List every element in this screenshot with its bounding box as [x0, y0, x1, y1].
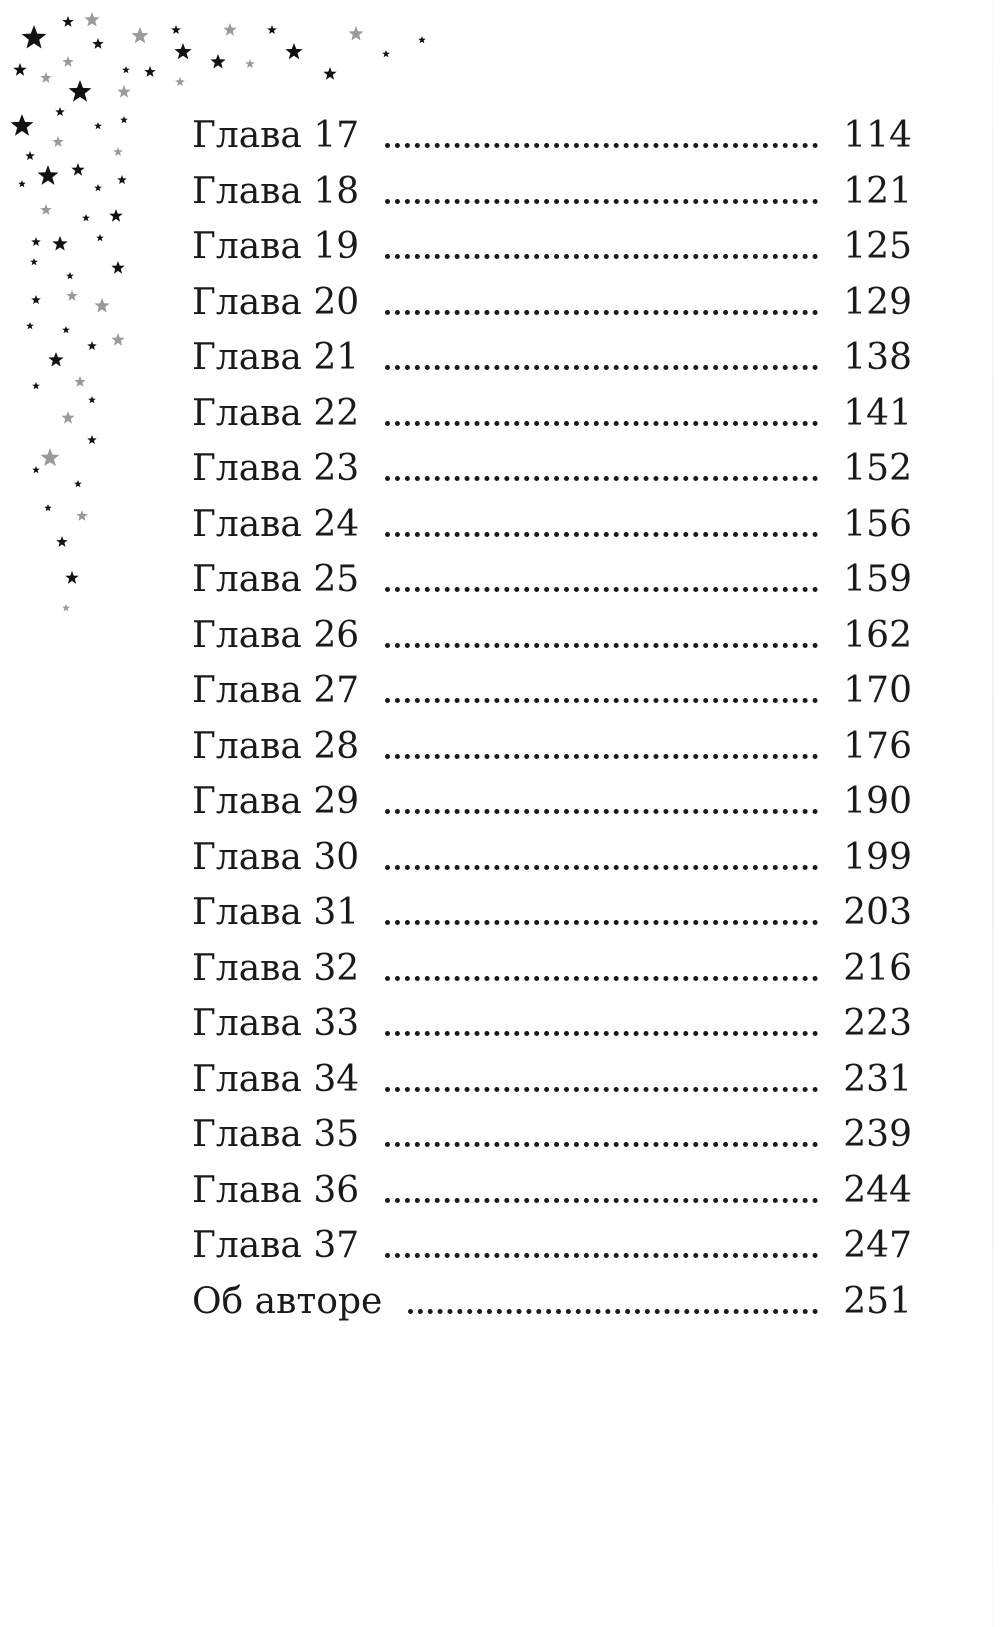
toc-entry-page: 190 — [843, 781, 912, 822]
toc-entry-title: Глава 31 — [192, 892, 360, 933]
toc-entry-title: Глава 20 — [192, 281, 360, 323]
star-icon — [84, 12, 99, 27]
dot-leader — [385, 587, 818, 592]
toc-entry-page: 223 — [843, 1003, 912, 1044]
star-icon — [111, 333, 124, 346]
star-icon — [26, 322, 34, 329]
toc-entry-page: 247 — [843, 1225, 912, 1266]
toc-entry-page: 216 — [843, 947, 912, 989]
toc-entry — [192, 1218, 912, 1274]
star-icon — [94, 298, 109, 313]
star-icon — [131, 27, 148, 43]
star-icon — [69, 80, 92, 102]
toc-entry-page: 141 — [843, 392, 912, 434]
toc-entry-page: 203 — [843, 892, 912, 933]
toc-entry-page: 244 — [843, 1169, 912, 1211]
star-icon — [418, 36, 426, 43]
star-icon — [144, 66, 155, 77]
toc-entry — [192, 1274, 912, 1330]
toc-entry-page: 239 — [843, 1114, 912, 1155]
toc-entry-title: Глава 29 — [192, 781, 360, 822]
star-icon — [174, 43, 191, 59]
star-icon — [122, 66, 130, 73]
toc-entry-page: 231 — [843, 1058, 912, 1100]
star-icon — [30, 258, 38, 265]
star-icon — [245, 59, 255, 68]
toc-entry-title: Глава 27 — [192, 670, 360, 711]
star-icon — [210, 54, 225, 69]
star-icon — [113, 147, 123, 156]
star-icon — [41, 448, 60, 466]
toc-entry-title: Глава 23 — [192, 448, 360, 489]
table-of-contents — [192, 108, 912, 1329]
toc-entry-page: 162 — [843, 614, 912, 656]
star-icon — [22, 25, 47, 49]
star-icon — [348, 26, 363, 41]
dot-leader — [385, 976, 818, 981]
star-icon — [87, 341, 97, 350]
star-icon — [48, 352, 63, 367]
toc-entry — [192, 608, 912, 664]
toc-entry-title: Глава 24 — [192, 503, 360, 545]
star-icon — [13, 63, 26, 76]
scan-edge — [992, 0, 994, 1627]
star-icon — [96, 234, 104, 241]
dot-leader — [385, 1198, 818, 1203]
star-icon — [223, 23, 236, 36]
toc-entry-page: 159 — [843, 559, 912, 600]
dot-leader — [385, 310, 818, 315]
toc-entry-title: Глава 28 — [192, 725, 360, 767]
dot-leader — [385, 476, 818, 481]
star-icon — [82, 214, 90, 221]
toc-entry — [192, 1052, 912, 1108]
star-icon — [111, 261, 124, 274]
star-icon — [52, 236, 67, 251]
star-icon — [74, 480, 82, 487]
star-icon — [18, 180, 26, 187]
toc-entry-page: 114 — [843, 115, 912, 156]
toc-entry-title: Глава 32 — [192, 947, 360, 989]
toc-entry-title: Глава 22 — [192, 392, 360, 434]
star-icon — [31, 237, 41, 246]
star-icon — [25, 151, 35, 160]
star-icon — [267, 25, 277, 34]
toc-entry — [192, 663, 912, 719]
toc-entry-title: Глава 25 — [192, 559, 360, 600]
star-icon — [66, 290, 77, 301]
toc-entry-title: Глава 34 — [192, 1058, 360, 1100]
toc-entry-page: 199 — [843, 836, 912, 878]
toc-entry-page: 129 — [843, 281, 912, 323]
dot-leader — [385, 643, 818, 648]
star-icon — [61, 411, 74, 424]
toc-entry-page: 170 — [843, 670, 912, 711]
star-icon — [87, 435, 97, 444]
toc-entry — [192, 719, 912, 775]
star-icon — [92, 38, 103, 49]
dot-leader — [385, 143, 818, 148]
star-icon — [32, 466, 40, 473]
dot-leader — [385, 754, 818, 759]
star-icon — [62, 56, 73, 67]
dot-leader — [385, 1031, 818, 1036]
star-icon — [66, 272, 74, 279]
toc-entry — [192, 219, 912, 275]
dot-leader — [385, 865, 818, 870]
star-icon — [76, 510, 87, 521]
star-icon — [52, 136, 63, 147]
toc-entry — [192, 1107, 912, 1163]
star-icon — [120, 116, 128, 123]
star-icon — [62, 326, 70, 333]
dot-leader — [385, 532, 818, 537]
toc-entry — [192, 774, 912, 830]
star-icon — [109, 209, 122, 222]
dot-leader — [385, 365, 818, 370]
toc-entry-title: Глава 33 — [192, 1003, 360, 1044]
toc-entry-title: Глава 36 — [192, 1169, 360, 1211]
toc-entry — [192, 330, 912, 386]
toc-entry-page: 156 — [843, 503, 912, 545]
star-icon — [55, 107, 65, 116]
star-icon — [94, 184, 102, 191]
toc-entry — [192, 386, 912, 442]
toc-entry — [192, 497, 912, 553]
toc-entry — [192, 996, 912, 1052]
toc-entry — [192, 1163, 912, 1219]
star-icon — [175, 77, 185, 86]
star-icon — [56, 536, 67, 547]
dot-leader — [385, 698, 818, 703]
toc-entry-title: Глава 18 — [192, 170, 360, 212]
dot-leader — [385, 421, 818, 426]
toc-entry-page: 152 — [843, 448, 912, 489]
toc-entry-page: 251 — [843, 1280, 912, 1322]
star-icon — [382, 50, 390, 57]
toc-entry-page: 176 — [843, 725, 912, 767]
toc-entry — [192, 830, 912, 886]
star-icon — [171, 25, 181, 34]
star-icon — [88, 396, 96, 403]
toc-entry-page: 121 — [843, 170, 912, 212]
toc-entry — [192, 275, 912, 331]
toc-entry-page: 138 — [843, 337, 912, 378]
star-icon — [62, 16, 73, 27]
toc-entry-title: Глава 26 — [192, 614, 360, 656]
dot-leader — [385, 254, 818, 259]
toc-entry-title: Глава 19 — [192, 226, 360, 267]
star-icon — [323, 67, 336, 80]
dot-leader — [385, 1253, 818, 1258]
star-icon — [117, 175, 127, 184]
toc-entry — [192, 164, 912, 220]
star-icon — [40, 204, 51, 215]
toc-entry — [192, 941, 912, 997]
star-icon — [11, 114, 34, 136]
toc-entry-title: Об авторе — [192, 1280, 383, 1322]
star-icon — [285, 43, 302, 59]
toc-entry-title: Глава 17 — [192, 115, 360, 156]
star-icon — [32, 382, 40, 389]
star-icon — [74, 376, 85, 387]
dot-leader — [385, 809, 818, 814]
star-icon — [65, 571, 78, 584]
toc-entry — [192, 441, 912, 497]
toc-entry — [192, 108, 912, 164]
toc-entry-page: 125 — [843, 226, 912, 267]
star-icon — [38, 165, 59, 185]
toc-entry — [192, 885, 912, 941]
toc-entry-title: Глава 21 — [192, 337, 360, 378]
dot-leader — [385, 1142, 818, 1147]
star-icon — [40, 72, 51, 83]
dot-leader — [385, 199, 818, 204]
dot-leader — [385, 920, 818, 925]
star-icon — [71, 163, 84, 176]
star-icon — [94, 122, 102, 129]
toc-entry-title: Глава 37 — [192, 1225, 360, 1266]
star-icon — [117, 85, 130, 98]
toc-entry-title: Глава 30 — [192, 836, 360, 878]
dot-leader — [385, 1087, 818, 1092]
star-icon — [62, 604, 70, 611]
star-icon — [31, 295, 41, 304]
dot-leader — [408, 1309, 818, 1314]
toc-entry — [192, 552, 912, 608]
star-icon — [44, 504, 52, 511]
toc-entry-title: Глава 35 — [192, 1114, 360, 1155]
